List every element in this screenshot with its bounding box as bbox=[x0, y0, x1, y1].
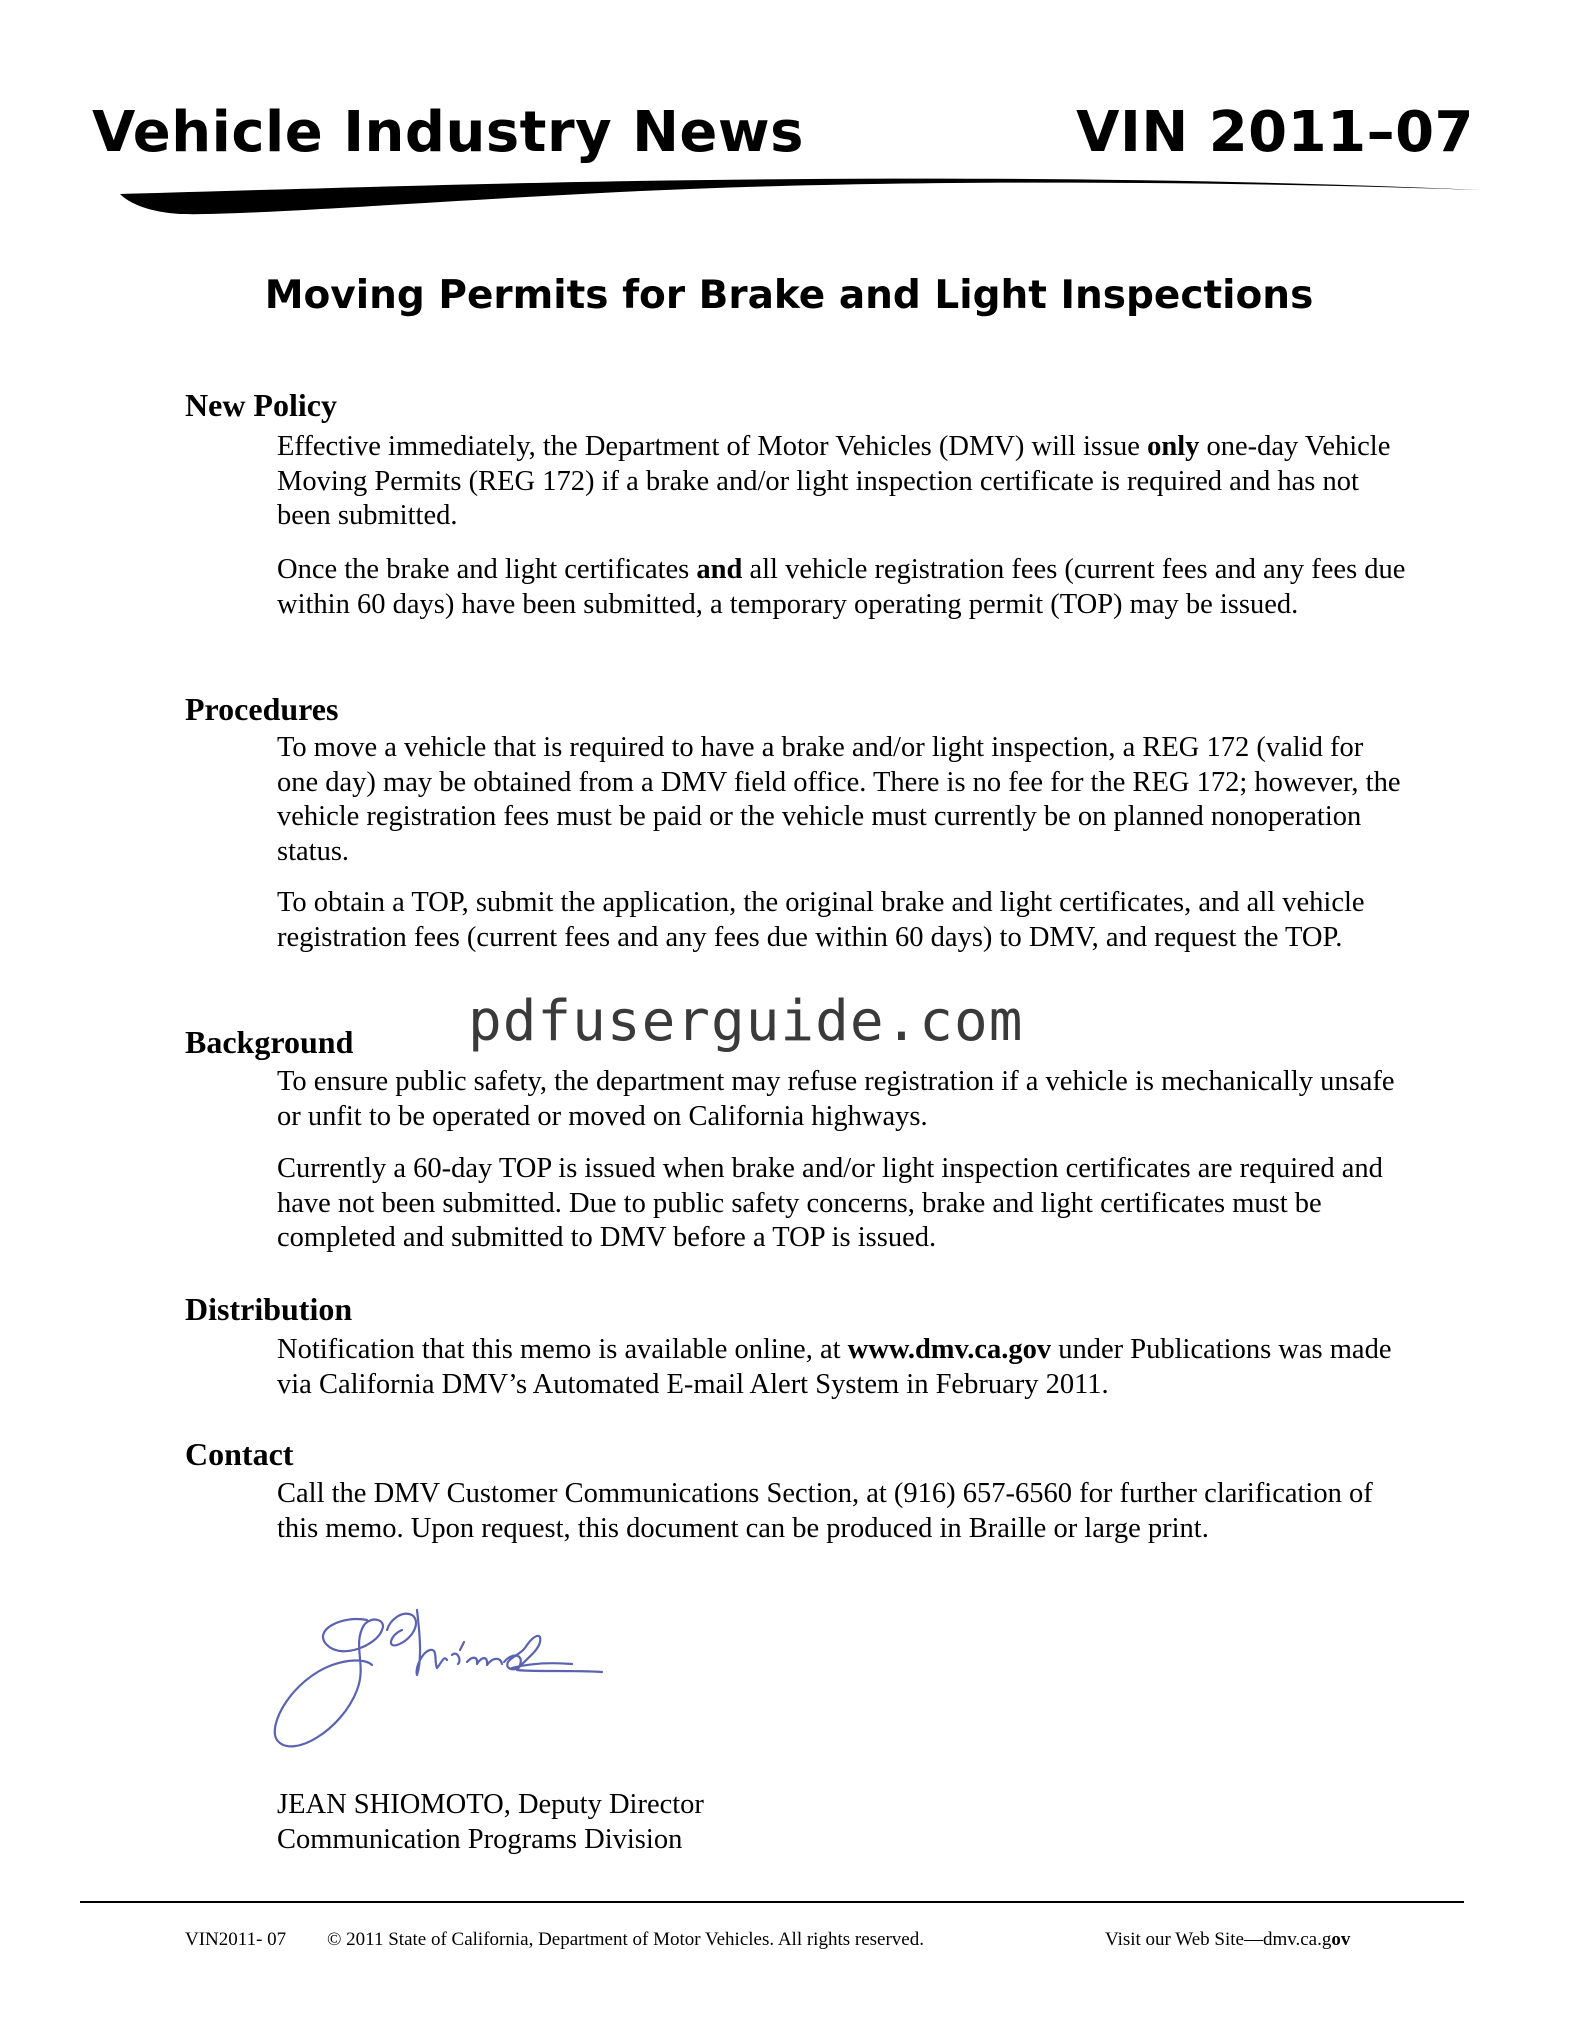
footer-website[interactable] bbox=[1105, 1928, 1350, 1952]
section-heading-contact: Contact bbox=[185, 1436, 294, 1472]
section-heading-distribution: Distribution bbox=[185, 1291, 353, 1327]
signer-name-title: JEAN SHIOMOTO, Deputy Director bbox=[277, 1789, 704, 1820]
signature-image bbox=[272, 1590, 672, 1765]
text-run: one-day Vehicle Moving Permits (REG 172) if a brake and/or light inspection certificate is required and has not been submitted. bbox=[277, 431, 1391, 531]
new-policy-paragraph-1 bbox=[277, 430, 1407, 534]
text-run: under Publications was made via California DMV’s Automated E-mail Alert System in February 2011. bbox=[277, 1334, 1392, 1400]
background-paragraph-2: Currently a 60-day TOP is issued when brake and/or light inspection certificates are required and have not been submitted. Due to public safety concerns, brake and light certificates must be completed and submitted to DMV before a TOP is issued. bbox=[277, 1153, 1383, 1253]
signer-division: Communication Programs Division bbox=[277, 1824, 683, 1855]
masthead-swoosh bbox=[120, 164, 1480, 224]
text-run: Notification that this memo is available online, at bbox=[277, 1334, 848, 1365]
contact-paragraph: Call the DMV Customer Communications Section, at (916) 657-6560 for further clarification of this memo. Upon request, this document can be produced in Braille or large print. bbox=[277, 1478, 1373, 1544]
masthead bbox=[92, 98, 1474, 165]
distribution-paragraph bbox=[277, 1333, 1407, 1402]
footer-doc-id: VIN2011- 07 bbox=[185, 1929, 287, 1950]
section-heading-background: Background bbox=[185, 1024, 354, 1060]
publication-name: Vehicle Industry News bbox=[92, 100, 804, 165]
emphasis-and: and bbox=[696, 554, 743, 585]
text-run: all vehicle registration fees (current fees and any fees due within 60 days) have been submitted, a temporary operating permit (TOP) may be issued. bbox=[277, 554, 1406, 620]
procedures-paragraph-1: To move a vehicle that is required to have a brake and/or light inspection, a REG 172 (valid for one day) may be obtained from a DMV field office. There is no fee for the REG 172; however, the vehicle registration fees must be paid or the vehicle must currently be on planned nonoperation status. bbox=[277, 732, 1401, 867]
footer-rule bbox=[80, 1901, 1464, 1903]
signer-block bbox=[277, 1787, 704, 1857]
footer-copyright: © 2011 State of California, Department of Motor Vehicles. All rights reserved. bbox=[327, 1929, 924, 1950]
watermark: pdfuserguide.com bbox=[468, 989, 1024, 1054]
new-policy-paragraph-2 bbox=[277, 553, 1407, 622]
procedures-paragraph-2: To obtain a TOP, submit the application, the original brake and light certificates, and all vehicle registration fees (current fees and any fees due within 60 days) to DMV, and request the TOP. bbox=[277, 887, 1365, 953]
section-heading-new-policy: New Policy bbox=[185, 387, 337, 423]
footer-website-text: Visit our Web Site—dmv.ca.g bbox=[1105, 1929, 1332, 1950]
dmv-website-link[interactable]: www.dmv.ca.gov bbox=[847, 1334, 1052, 1365]
page-title: Moving Permits for Brake and Light Inspections bbox=[264, 273, 1314, 318]
footer-website-suffix: ov bbox=[1331, 1929, 1351, 1950]
background-paragraph-1: To ensure public safety, the department may refuse registration if a vehicle is mechanically unsafe or unfit to be operated or moved on California highways. bbox=[277, 1066, 1395, 1132]
issue-number: VIN 2011–07 bbox=[1076, 100, 1474, 165]
text-run: Once the brake and light certificates bbox=[277, 554, 697, 585]
section-heading-procedures: Procedures bbox=[185, 691, 339, 727]
text-run: Effective immediately, the Department of Motor Vehicles (DMV) will issue bbox=[277, 431, 1148, 462]
emphasis-only: only bbox=[1147, 431, 1200, 462]
